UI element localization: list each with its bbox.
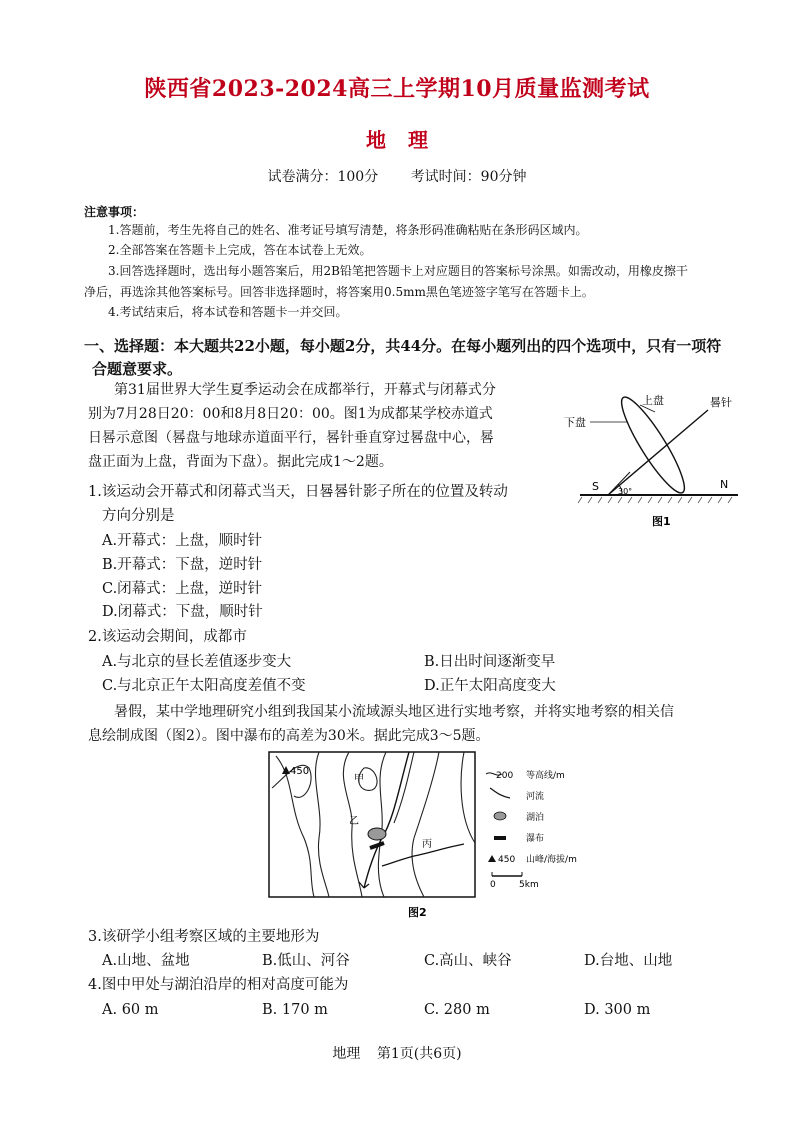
q3-option-b[interactable]: B.低山、河谷: [262, 953, 350, 969]
legend-waterfall-symbol: [494, 836, 506, 840]
peak-label: 450: [290, 766, 310, 777]
figure1-sundial-diagram: [560, 380, 750, 530]
question-1-stem: 1.该运动会开幕式和闭幕式当天，日晷晷针影子所在的位置及转动: [88, 484, 508, 500]
legend-peak-value: 450: [498, 855, 516, 865]
passage1-line: 别为7月28日20：00和8月8日20：00。图1为成都某学校赤道式: [88, 406, 493, 422]
label-jia: 甲: [354, 774, 364, 785]
dial-plate: [613, 391, 693, 499]
question-2-stem: 2.该运动会期间，成都市: [88, 629, 247, 645]
q2-option-c[interactable]: C.与北京正午太阳高度差值不变: [102, 678, 306, 694]
legend-river: 河流: [526, 792, 545, 802]
note-item: 净后，再选涂其他答案标号。回答非选择题时，将答案用0.5mm黑色笔迹签字笔写在答题卡上。: [84, 285, 594, 299]
legend-lake-symbol: [494, 812, 506, 820]
figure1-caption: 图1: [652, 515, 671, 528]
subject-title: 地理: [366, 128, 450, 152]
q4-option-a[interactable]: A. 60 m: [102, 1002, 159, 1018]
question-4-stem: 4.图中甲处与湖泊沿岸的相对高度可能为: [88, 977, 349, 993]
gnomon: [608, 410, 708, 495]
q1-option-c[interactable]: C.闭幕式：上盘，逆时针: [102, 581, 263, 597]
note-item: 2.全部答案在答题卡上完成，答在本试卷上无效。: [108, 243, 372, 257]
waterfall-marker: [370, 843, 384, 848]
q4-option-c[interactable]: C. 280 m: [424, 1002, 490, 1018]
legend-contour: 等高线/m: [526, 771, 565, 781]
q3-option-c[interactable]: C.高山、峡谷: [424, 953, 512, 969]
label-upper-plate: 上盘: [642, 394, 664, 407]
footer-page-number: 第1页(共6页): [376, 1046, 462, 1062]
section-heading-line: 一、选择题：本大题共22小题，每小题2分，共44分。在每小题列出的四个选项中，只有一项符: [84, 337, 722, 355]
q1-option-a[interactable]: A.开幕式：上盘，顺时针: [102, 533, 263, 549]
figure2-caption: 图2: [408, 906, 427, 919]
label-south: S: [592, 480, 599, 493]
q1-option-b[interactable]: B.开幕式：下盘，逆时针: [102, 557, 263, 573]
q2-option-d[interactable]: D.正午太阳高度变大: [424, 678, 556, 694]
river-main: [364, 752, 409, 888]
exam-title: 陕西省2023-2024高三上学期10月质量监测考试: [144, 76, 650, 102]
passage1-line: 第31届世界大学生夏季运动会在成都举行，开幕式与闭幕式分: [114, 382, 496, 398]
legend-river-symbol: [490, 788, 510, 798]
passage2-line: 息绘制成图（图2）。图中瀑布的高差为30米。据此完成3～5题。: [88, 728, 490, 744]
label-bing: 丙: [422, 839, 432, 850]
label-angle: 30°: [618, 487, 633, 496]
label-gnomon: 晷针: [710, 396, 732, 409]
section-heading-line: 合题意要求。: [92, 360, 183, 378]
legend-contour-value: 200: [496, 771, 514, 781]
question-3-stem: 3.该研学小组考察区域的主要地形为: [88, 929, 320, 945]
full-score: 试卷满分：100分: [267, 169, 379, 185]
lake: [368, 828, 386, 840]
page-footer: [0, 1043, 794, 1063]
notes-heading: 注意事项：: [84, 205, 145, 219]
label-lower-plate: 下盘: [564, 416, 586, 429]
q1-option-d[interactable]: D.闭幕式：下盘，顺时针: [102, 604, 263, 620]
scale-zero: 0: [490, 880, 496, 890]
exam-meta: [0, 166, 794, 186]
note-item: 4.考试结束后，将本试卷和答题卡一并交回。: [108, 305, 348, 319]
q4-option-d[interactable]: D. 300 m: [584, 1002, 651, 1018]
q2-option-a[interactable]: A.与北京的昼长差值逐步变大: [102, 654, 292, 670]
legend-waterfall: 瀑布: [526, 834, 545, 844]
note-item: 1.答题前，考生先将自己的姓名、准考证号填写清楚，将条形码准确粘贴在条形码区域内。: [108, 223, 588, 237]
scale-km: 5km: [519, 880, 539, 890]
section-heading: [84, 335, 744, 381]
exam-time: 考试时间：90分钟: [410, 169, 527, 185]
label-yi: 乙: [349, 816, 359, 827]
passage1-line: 盘正面为上盘，背面为下盘）。据此完成1～2题。: [88, 454, 393, 470]
label-north: N: [720, 478, 729, 491]
legend-lake: 湖泊: [526, 813, 545, 823]
q3-option-d[interactable]: D.台地、山地: [584, 953, 673, 969]
legend-peak: 山峰/海拔/m: [526, 855, 577, 865]
q4-option-b[interactable]: B. 170 m: [262, 1002, 328, 1018]
passage1-line: 日晷示意图（晷盘与地球赤道面平行，晷针垂直穿过晷盘中心，晷: [88, 430, 494, 446]
q2-option-b[interactable]: B.日出时间逐渐变早: [424, 654, 556, 670]
legend-peak-symbol: [488, 855, 496, 862]
question-1-stem: 方向分别是: [102, 508, 175, 524]
footer-subject: 地理: [332, 1046, 361, 1062]
note-item: 3.回答选择题时，选出每小题答案后，用2B铅笔把答题卡上对应题目的答案标号涂黑。如需改动，用橡皮擦干: [108, 264, 688, 278]
q3-option-a[interactable]: A.山地、盆地: [102, 953, 190, 969]
figure2-contour-map: [264, 748, 594, 923]
passage2-line: 暑假，某中学地理研究小组到我国某小流域源头地区进行实地考察，并将实地考察的相关信: [114, 704, 674, 720]
ground-hatching: [578, 497, 732, 503]
map-legend: [486, 769, 577, 890]
